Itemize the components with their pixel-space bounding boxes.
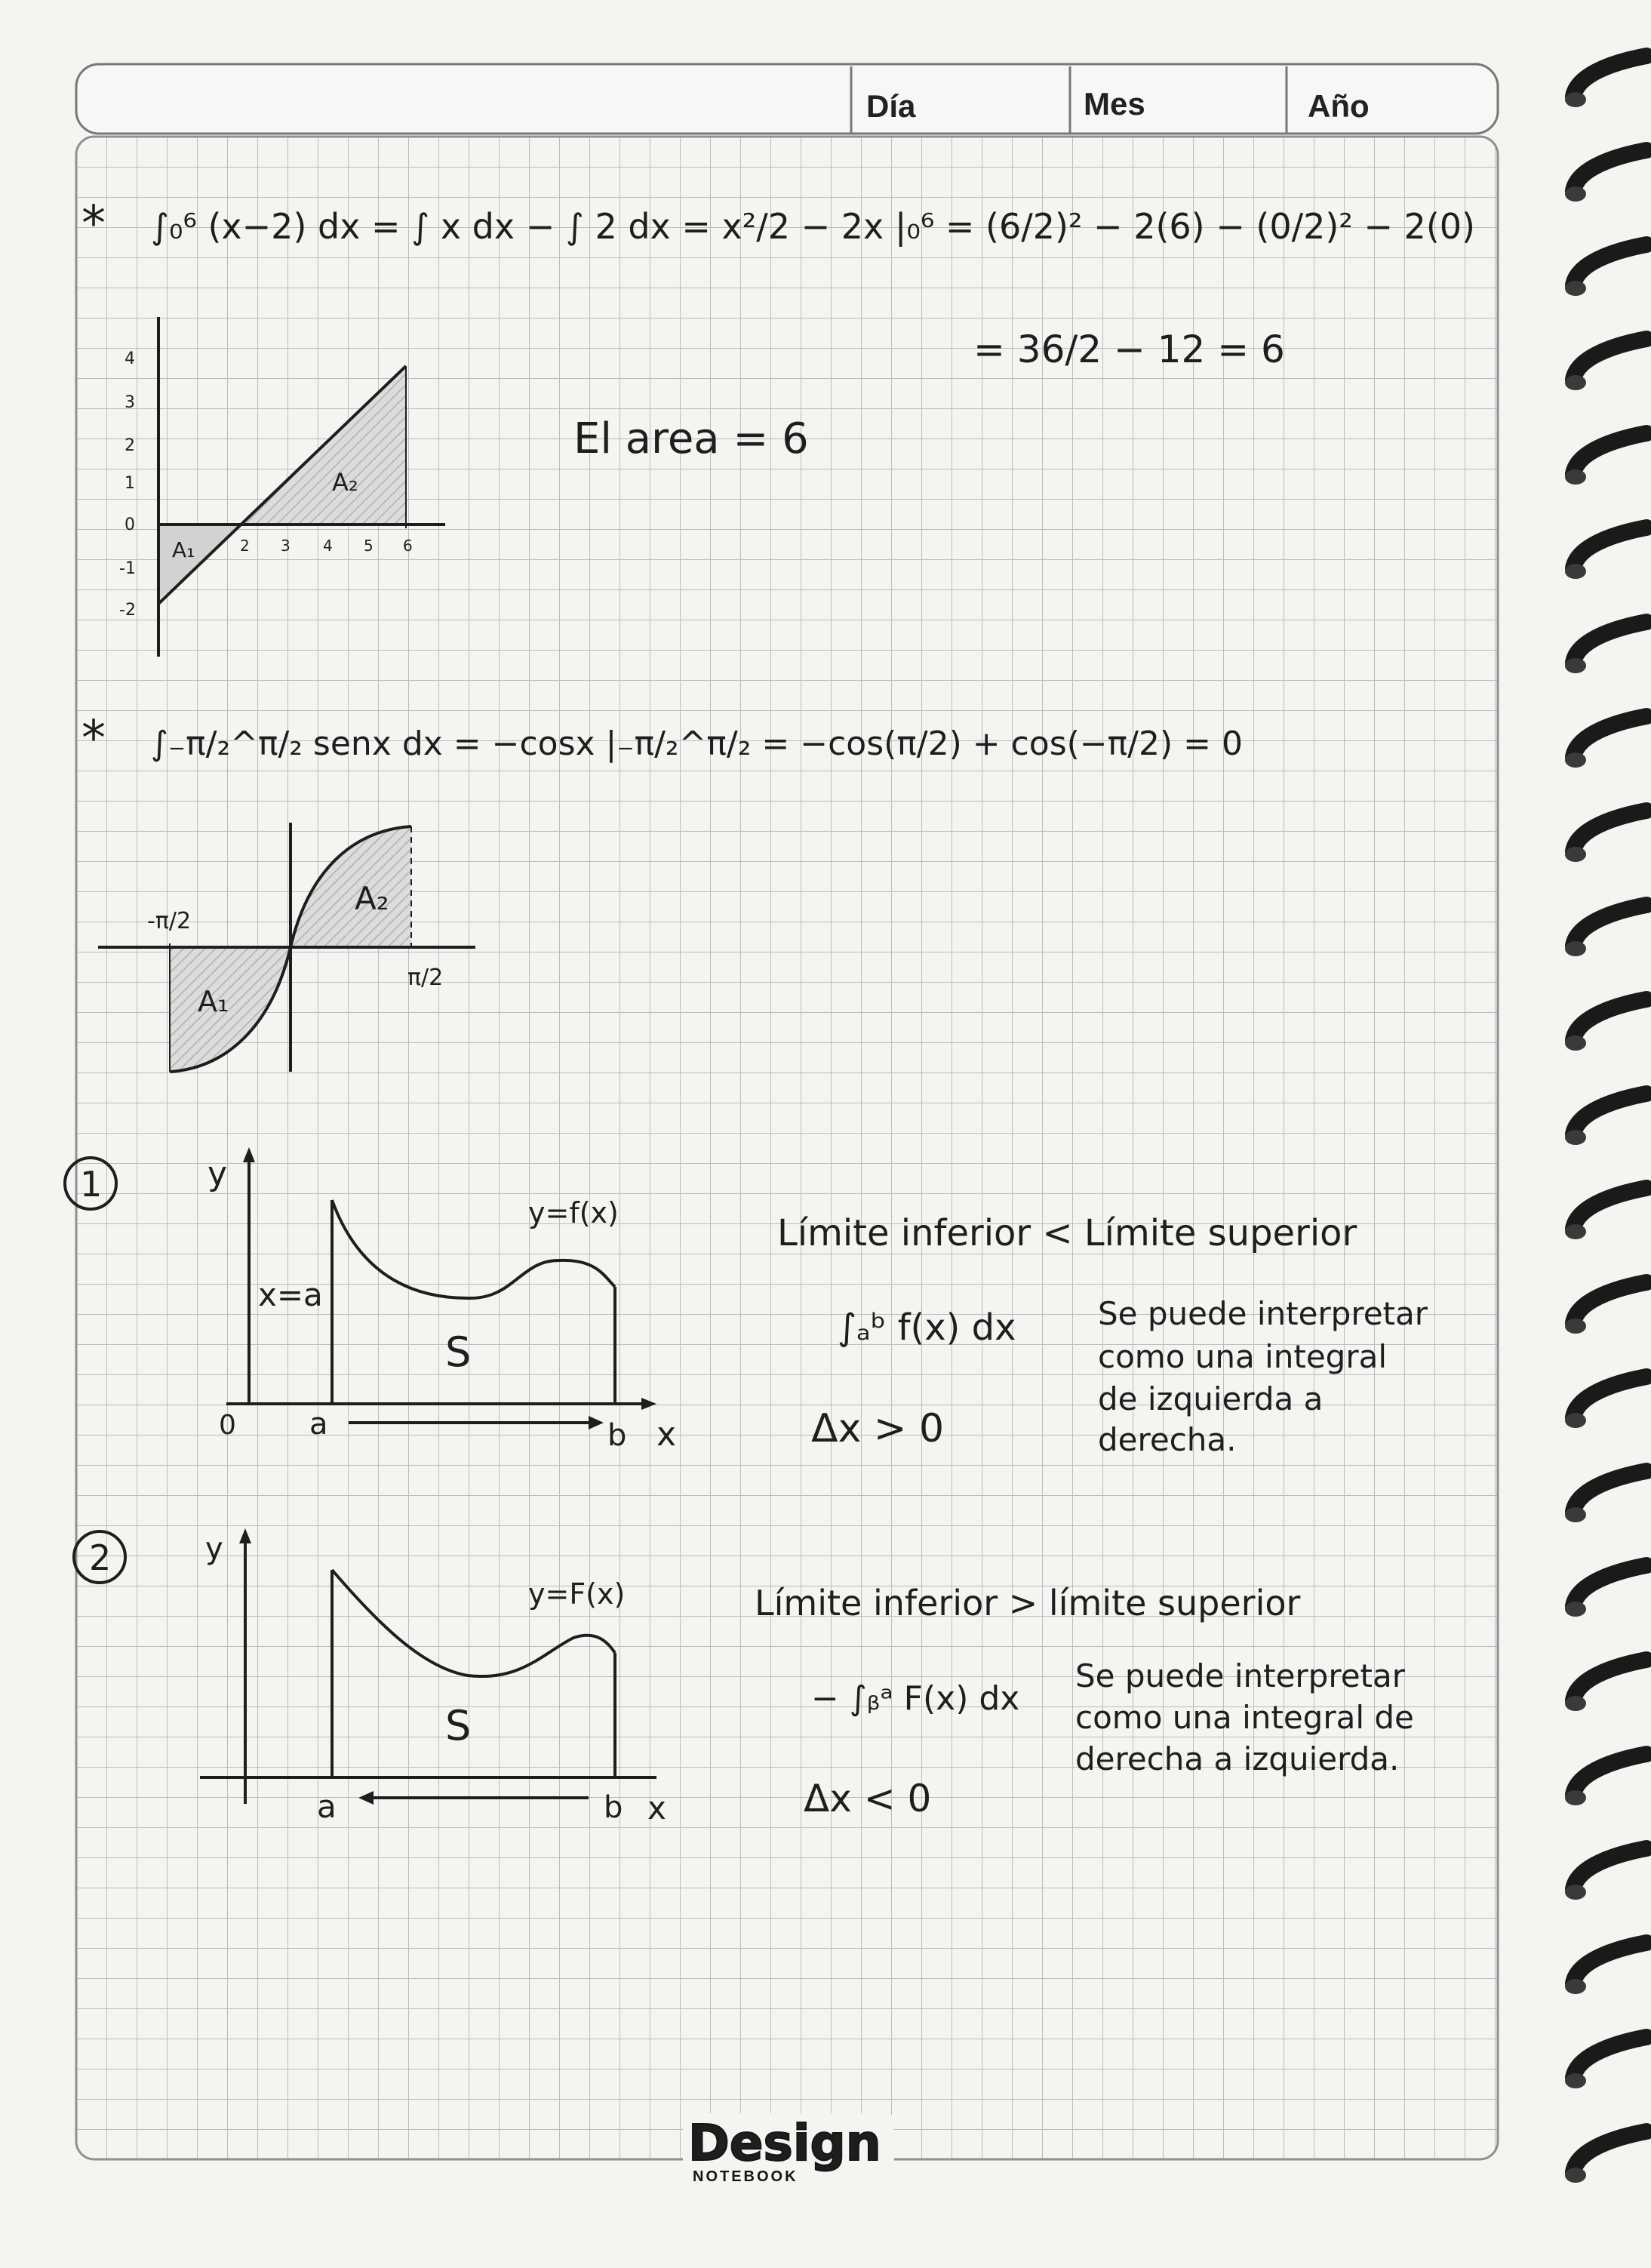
case-1-desc-line: derecha. — [1098, 1421, 1237, 1458]
year-label: Año — [1308, 88, 1370, 124]
origin-label: 0 — [219, 1410, 236, 1441]
y-tick: 0 — [125, 515, 135, 534]
b-label: b — [604, 1790, 623, 1825]
case-2-desc-line: derecha a izquierda. — [1075, 1740, 1400, 1777]
spiral-hole — [1565, 375, 1586, 390]
spiral-hole — [1565, 564, 1586, 579]
b-label: b — [607, 1418, 627, 1453]
spiral-hole — [1565, 2073, 1586, 2088]
integral-equation-1: ∫₀⁶ (x−2) dx = ∫ x dx − ∫ 2 dx = x²/2 − 2x |₀⁶ = (6/2)² − 2(6) − (0/2)² − 2(0) — [151, 206, 1475, 247]
region-a1-label: A₁ — [172, 537, 195, 562]
case-2-title: Límite inferior > límite superior — [755, 1583, 1301, 1623]
spiral-hole — [1565, 1036, 1586, 1051]
case-1-desc-line: de izquierda a — [1098, 1380, 1324, 1417]
spiral-hole — [1565, 1130, 1586, 1145]
y-tick: 2 — [125, 436, 135, 455]
spiral-hole — [1565, 1602, 1586, 1617]
logo-brand: Design — [688, 2114, 881, 2172]
x-tick: 5 — [364, 537, 374, 555]
spiral-hole — [1565, 1319, 1586, 1334]
a-label: a — [309, 1407, 328, 1442]
case-number: 2 — [89, 1537, 112, 1578]
spiral-hole — [1565, 1790, 1586, 1805]
curve-label: y=F(x) — [528, 1577, 626, 1611]
x-axis-label: x — [647, 1789, 666, 1826]
spiral-hole — [1565, 1507, 1586, 1522]
vertical-line-label: x=a — [258, 1276, 323, 1313]
y-tick: -2 — [119, 601, 136, 620]
x-tick: 2 — [240, 537, 250, 555]
month-label: Mes — [1084, 86, 1145, 122]
a-label: a — [317, 1788, 337, 1825]
spiral-hole — [1565, 658, 1586, 673]
integral-equation-2: ∫₋π/₂^π/₂ senx dx = −cosx |₋π/₂^π/₂ = −cos(π/2) + cos(−π/2) = 0 — [151, 725, 1243, 763]
region-a1-label: A₁ — [198, 985, 229, 1018]
case-number: 1 — [80, 1164, 103, 1205]
spiral-hole — [1565, 1413, 1586, 1428]
case-2-delta: Δx < 0 — [804, 1777, 932, 1820]
x-axis-label: x — [656, 1415, 677, 1454]
case-2-desc-line: Se puede interpretar — [1075, 1657, 1406, 1694]
spiral-hole — [1565, 186, 1586, 202]
spiral-hole — [1565, 1885, 1586, 1900]
x-tick: 4 — [323, 537, 333, 555]
case-1-delta: Δx > 0 — [811, 1406, 945, 1451]
y-tick: 1 — [125, 474, 135, 493]
y-tick: -1 — [119, 559, 136, 578]
left-limit-label: -π/2 — [147, 908, 192, 934]
bullet-2: * — [81, 711, 106, 767]
area-conclusion: El area = 6 — [573, 414, 809, 463]
design-notebook-logo — [683, 2113, 894, 2185]
spiral-hole — [1565, 1696, 1586, 1711]
y-tick: 3 — [125, 393, 135, 412]
spiral-hole — [1565, 1979, 1586, 1994]
spiral-hole — [1565, 941, 1586, 956]
region-label: S — [445, 1702, 472, 1749]
x-tick: 6 — [403, 537, 413, 555]
right-limit-label: π/2 — [407, 965, 444, 991]
date-header — [76, 64, 1498, 134]
case-1-title: Límite inferior < Límite superior — [777, 1212, 1357, 1254]
integral-result-1: = 36/2 − 12 = 6 — [973, 328, 1285, 371]
region-a2-label: A₂ — [355, 880, 389, 917]
case-1-desc-line: Se puede interpretar — [1098, 1295, 1428, 1332]
y-tick: 4 — [125, 349, 135, 368]
y-axis-label: y — [205, 1531, 223, 1566]
region-a2-label: A₂ — [332, 468, 358, 497]
y-axis-label: y — [208, 1155, 228, 1193]
day-label: Día — [866, 88, 916, 124]
spiral-hole — [1565, 281, 1586, 296]
bullet-1: * — [81, 196, 106, 252]
case-1-desc-line: como una integral — [1098, 1338, 1388, 1375]
spiral-hole — [1565, 92, 1586, 107]
case-2-integral: − ∫ᵦᵃ F(x) dx — [811, 1679, 1020, 1718]
x-tick: 3 — [281, 537, 291, 555]
spiral-hole — [1565, 469, 1586, 485]
logo-subbrand: NOTEBOOK — [693, 2168, 798, 2185]
spiral-hole — [1565, 847, 1586, 862]
case-2-desc-line: como una integral de — [1075, 1699, 1414, 1736]
spiral-hole — [1565, 752, 1586, 768]
spiral-hole — [1565, 1224, 1586, 1239]
curve-label: y=f(x) — [528, 1196, 619, 1229]
region-label: S — [445, 1328, 472, 1376]
spiral-hole — [1565, 2168, 1586, 2183]
case-1-integral: ∫ₐᵇ f(x) dx — [838, 1306, 1016, 1349]
